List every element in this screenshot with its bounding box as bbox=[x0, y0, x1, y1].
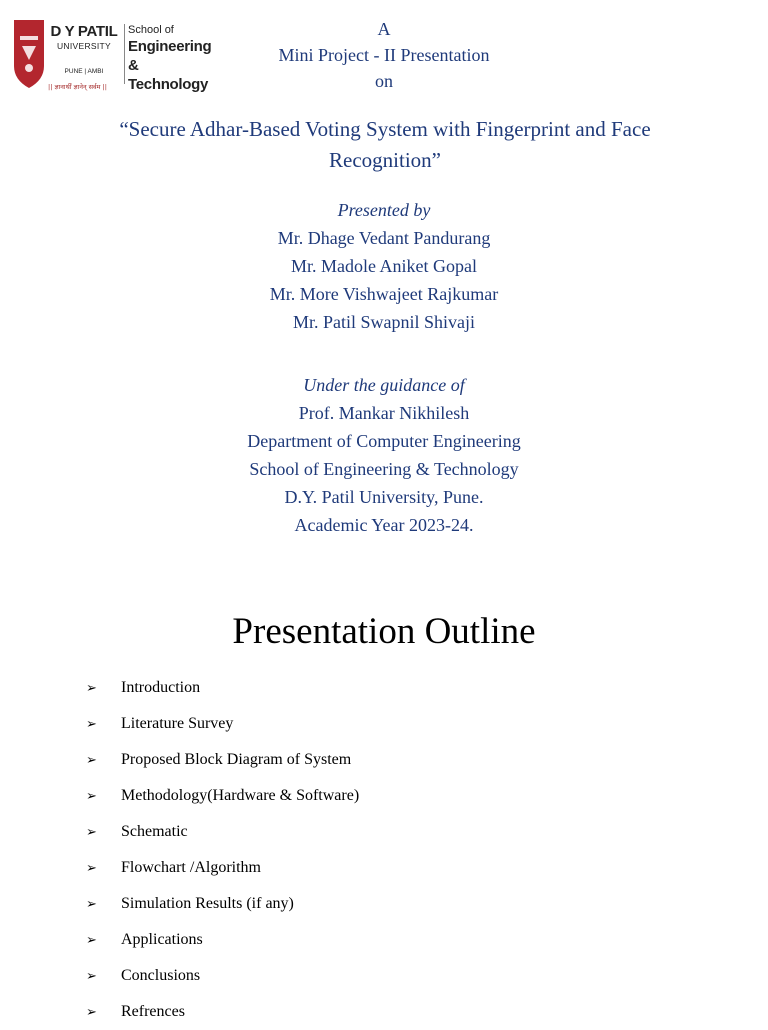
outline-item bbox=[86, 922, 359, 958]
outline-item bbox=[86, 850, 359, 886]
guidance-section bbox=[0, 371, 768, 539]
outline-item-text: Flowchart /Algorithm bbox=[121, 859, 261, 876]
outline-list bbox=[86, 670, 359, 1030]
outline-item bbox=[86, 670, 359, 706]
arrow-bullet-icon: ➢ bbox=[86, 968, 97, 984]
outline-item-text: Methodology(Hardware & Software) bbox=[121, 787, 360, 804]
university-name: D.Y. Patil University, Pune. bbox=[284, 487, 484, 507]
outline-heading: Presentation Outline bbox=[232, 611, 536, 652]
outline-item bbox=[86, 706, 359, 742]
guide-name: Prof. Mankar Nikhilesh bbox=[298, 403, 470, 423]
logo-motto: || ज्ञानार्थीं ज्ञानेन् सर्वम || bbox=[48, 83, 107, 91]
presenter-name: Mr. Dhage Vedant Pandurang bbox=[277, 228, 491, 248]
presenters-section bbox=[0, 196, 768, 336]
outline-item bbox=[86, 778, 359, 814]
logo-school-line1: School of bbox=[128, 24, 174, 36]
arrow-bullet-icon: ➢ bbox=[86, 824, 97, 840]
presenter-name: Mr. Patil Swapnil Shivaji bbox=[292, 312, 475, 332]
presenter-name: Mr. More Vishwajeet Rajkumar bbox=[269, 284, 499, 304]
presentation-header bbox=[0, 16, 768, 94]
arrow-bullet-icon: ➢ bbox=[86, 716, 97, 732]
arrow-bullet-icon: ➢ bbox=[86, 788, 97, 804]
outline-item-text: Applications bbox=[121, 931, 203, 948]
outline-item bbox=[86, 958, 359, 994]
outline-item-text: Schematic bbox=[121, 823, 188, 840]
outline-item bbox=[86, 994, 359, 1030]
outline-item bbox=[86, 814, 359, 850]
arrow-bullet-icon: ➢ bbox=[86, 752, 97, 768]
arrow-bullet-icon: ➢ bbox=[86, 932, 97, 948]
department-name: Department of Computer Engineering bbox=[247, 431, 521, 451]
arrow-bullet-icon: ➢ bbox=[86, 896, 97, 912]
header-line-mini-project: Mini Project - II Presentation bbox=[278, 45, 490, 65]
arrow-bullet-icon: ➢ bbox=[86, 680, 97, 696]
header-line-on: on bbox=[375, 71, 393, 91]
outline-item bbox=[86, 886, 359, 922]
project-title: “Secure Adhar-Based Voting System with Fingerprint and Face Recognition” bbox=[119, 117, 651, 172]
outline-item-text: Introduction bbox=[121, 679, 201, 696]
arrow-bullet-icon: ➢ bbox=[86, 1004, 97, 1020]
outline-item-text: Proposed Block Diagram of System bbox=[121, 751, 352, 768]
outline-item-text: Simulation Results (if any) bbox=[121, 895, 294, 912]
outline-item-text: Literature Survey bbox=[121, 715, 234, 732]
outline-item-text: Refrences bbox=[121, 1003, 185, 1020]
academic-year: Academic Year 2023-24. bbox=[294, 515, 474, 535]
logo-university-label: UNIVERSITY bbox=[56, 41, 111, 51]
arrow-bullet-icon: ➢ bbox=[86, 860, 97, 876]
project-title-block bbox=[70, 114, 700, 176]
school-name: School of Engineering & Technology bbox=[249, 459, 519, 479]
outline-item bbox=[86, 742, 359, 778]
header-line-a: A bbox=[377, 19, 391, 39]
logo-school-line2: Engineering & bbox=[128, 38, 212, 74]
logo-city: PUNE | AMBI bbox=[64, 68, 104, 75]
presenter-name: Mr. Madole Aniket Gopal bbox=[291, 256, 477, 276]
logo-school-line3: Technology bbox=[128, 76, 209, 93]
guidance-label: Under the guidance of bbox=[303, 375, 465, 395]
logo-university-name: D Y PATIL bbox=[50, 23, 118, 40]
presented-by-label: Presented by bbox=[337, 200, 431, 220]
outline-item-text: Conclusions bbox=[121, 967, 201, 984]
